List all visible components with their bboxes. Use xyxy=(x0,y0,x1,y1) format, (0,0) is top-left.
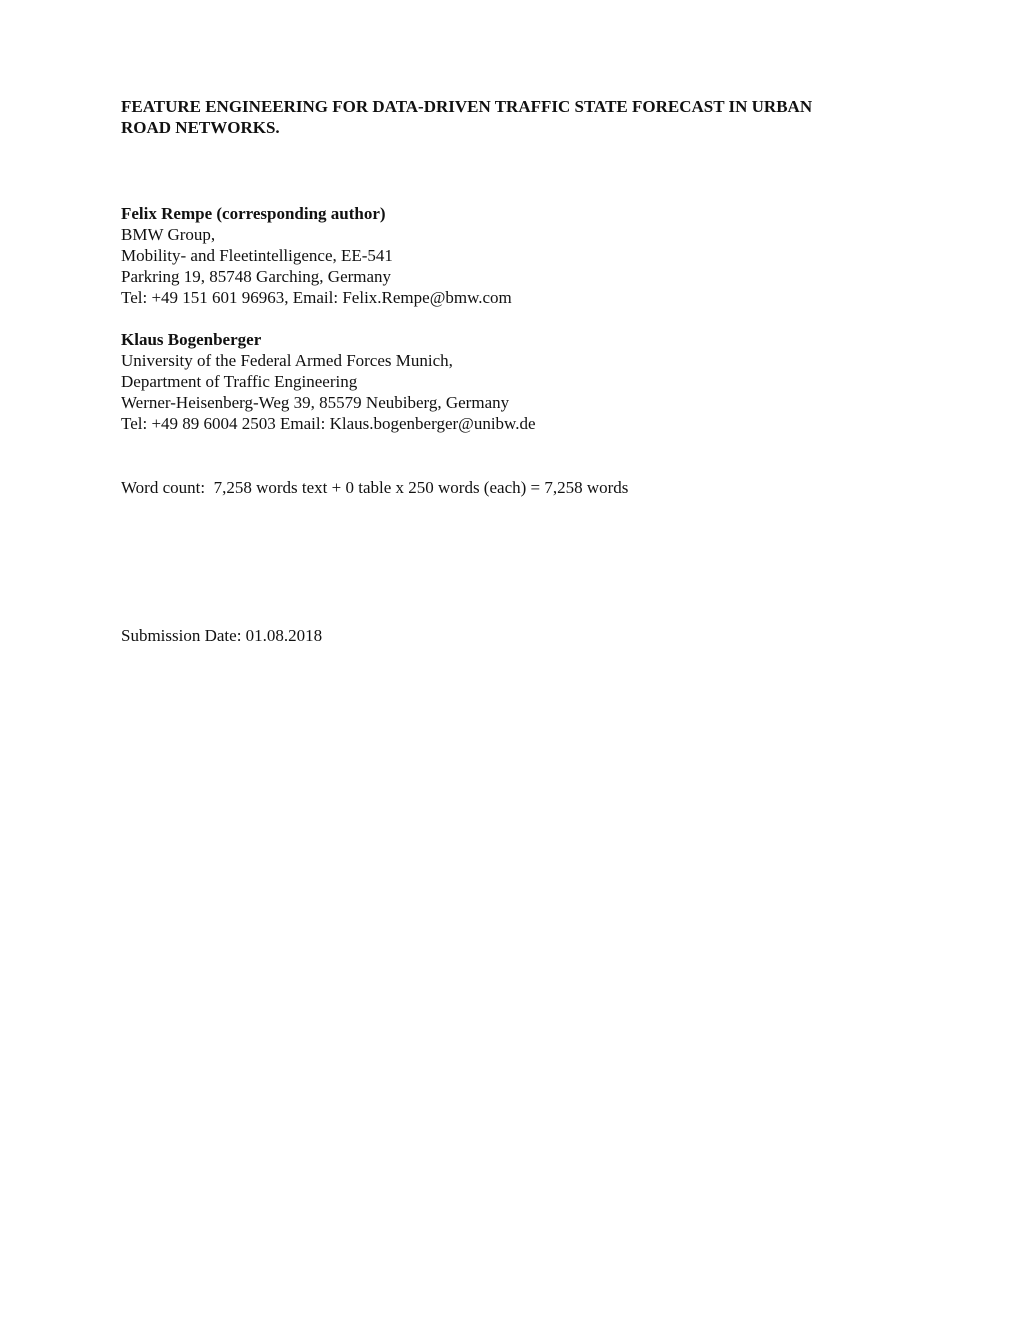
author-department: Department of Traffic Engineering xyxy=(121,372,358,391)
author-affiliation: University of the Federal Armed Forces Munich, xyxy=(121,351,453,370)
author-block-1 xyxy=(121,203,512,308)
paper-title-line-1: FEATURE ENGINEERING FOR DATA-DRIVEN TRAFFIC STATE FORECAST IN URBAN xyxy=(121,97,813,116)
author-name: Felix Rempe (corresponding author) xyxy=(121,204,386,223)
author-contact: Tel: +49 151 601 96963, Email: Felix.Rempe@bmw.com xyxy=(121,288,512,307)
author-contact: Tel: +49 89 6004 2503 Email: Klaus.bogenberger@unibw.de xyxy=(121,414,536,433)
submission-date xyxy=(121,625,322,646)
paper-title xyxy=(121,96,911,138)
word-count xyxy=(121,477,628,498)
author-department: Mobility- and Fleetintelligence, EE-541 xyxy=(121,246,393,265)
author-name: Klaus Bogenberger xyxy=(121,330,262,349)
author-address: Werner-Heisenberg-Weg 39, 85579 Neubiberg, Germany xyxy=(121,393,510,412)
author-block-2 xyxy=(121,329,536,434)
author-affiliation: BMW Group, xyxy=(121,225,216,244)
paper-title-line-2: ROAD NETWORKS. xyxy=(121,118,280,137)
word-count-text: Word count: 7,258 words text + 0 table x 250 words (each) = 7,258 words xyxy=(121,478,629,497)
submission-date-text: Submission Date: 01.08.2018 xyxy=(121,626,323,645)
author-address: Parkring 19, 85748 Garching, Germany xyxy=(121,267,392,286)
